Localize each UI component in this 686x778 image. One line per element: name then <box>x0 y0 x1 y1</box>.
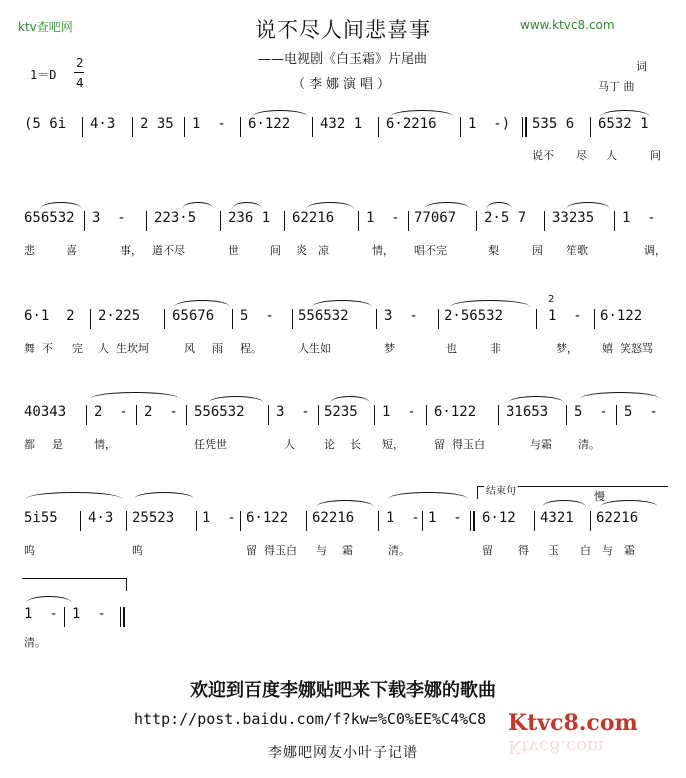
slur <box>330 396 370 403</box>
measure: 656532 <box>24 210 75 226</box>
slur <box>26 596 72 603</box>
measure: 535 6 <box>532 116 575 132</box>
barline <box>378 511 379 531</box>
lyrics-row-5 <box>0 542 686 558</box>
barline <box>318 405 319 425</box>
measure: 4·3 <box>90 116 116 132</box>
barline <box>358 211 359 231</box>
measure: 5 - <box>240 308 274 324</box>
lyric: 梨 <box>488 244 499 257</box>
measure: 62216 <box>596 510 639 526</box>
barline <box>566 405 567 425</box>
measure: 5235 <box>324 404 358 420</box>
barline <box>292 309 293 329</box>
lyric: 喜 <box>66 244 77 257</box>
measure: 556532 <box>298 308 349 324</box>
measure: 40343 <box>24 404 67 420</box>
slur <box>388 492 468 499</box>
slur <box>306 202 354 209</box>
lyric: 间 <box>650 149 661 162</box>
lyric: 长 <box>350 438 361 451</box>
barline <box>438 309 439 329</box>
notation-row-2 <box>0 210 686 232</box>
repeat-barline <box>522 117 527 137</box>
slur <box>26 492 122 499</box>
lyric: 人 <box>284 438 295 451</box>
barline <box>86 405 87 425</box>
slur <box>486 202 512 209</box>
barline <box>374 405 375 425</box>
lyric: 非 <box>490 342 501 355</box>
lyric: 生坎坷 <box>116 342 149 355</box>
lyric: 梦， <box>556 342 578 355</box>
lyric: 清。 <box>24 636 46 649</box>
slur <box>600 500 658 507</box>
barline <box>536 309 537 329</box>
lyrics-row-1 <box>0 147 686 163</box>
lyric: 凉 <box>318 244 329 257</box>
slur <box>182 202 214 209</box>
measure: 2·56532 <box>444 308 504 324</box>
measure: 5i55 <box>24 510 58 526</box>
barline <box>544 211 545 231</box>
barline <box>220 211 221 231</box>
slur <box>580 392 660 399</box>
measure: 1 - <box>366 210 400 226</box>
lyric: 留 <box>246 544 257 557</box>
time-signature-numerator: 2 <box>76 56 84 70</box>
measure: 5 - <box>574 404 608 420</box>
lyric: 嬉 <box>602 342 613 355</box>
measure: 4321 <box>540 510 574 526</box>
measure: 6·122 <box>600 308 643 324</box>
barline <box>196 511 197 531</box>
notation-row-6 <box>0 606 686 628</box>
measure: 2 - <box>144 404 178 420</box>
lyric: 呜 <box>24 544 35 557</box>
lyric: 清。 <box>578 438 600 451</box>
measure: 1 -) <box>468 116 511 132</box>
measure: 25523 <box>132 510 175 526</box>
lyric: 完 <box>72 342 83 355</box>
slur <box>542 500 586 507</box>
lyrics-row-4 <box>0 436 686 452</box>
barline <box>240 511 241 531</box>
barline <box>232 309 233 329</box>
slur <box>424 202 470 209</box>
lyric: 与 <box>316 544 327 557</box>
lyric: 呜 <box>132 544 143 557</box>
measure: 77067 <box>414 210 457 226</box>
lyric: 事， <box>120 244 142 257</box>
volta-mark: 2 <box>548 294 555 305</box>
lyric: 风 <box>184 342 195 355</box>
barline <box>312 117 313 137</box>
site-logo <box>508 710 658 758</box>
lyric: 人生如 <box>298 342 331 355</box>
measure: 2 - <box>94 404 128 420</box>
lyric: 园 <box>532 244 543 257</box>
slur <box>40 202 82 209</box>
slur <box>232 202 262 209</box>
measure: 1 - <box>192 116 226 132</box>
measure: 62216 <box>292 210 335 226</box>
slur <box>312 300 372 307</box>
measure: 6532 1 <box>598 116 649 132</box>
barline <box>240 117 241 137</box>
lyric: 人 <box>98 342 109 355</box>
measure: 6·122 <box>248 116 291 132</box>
measure: 6·12 <box>482 510 516 526</box>
barline <box>126 511 127 531</box>
lyric: 不 <box>42 342 53 355</box>
time-signature-line <box>74 72 84 73</box>
barline <box>186 405 187 425</box>
measure: 2·225 <box>98 308 141 324</box>
measure: 1 - <box>428 510 462 526</box>
barline <box>284 211 285 231</box>
lyric: 与 <box>602 544 613 557</box>
lyric: 都 <box>24 438 35 451</box>
barline <box>376 309 377 329</box>
repeat-barline <box>470 511 475 531</box>
measure: 1 - <box>548 308 582 324</box>
song-title: 说不尽人间悲喜事 <box>255 18 431 42</box>
barline <box>408 211 409 231</box>
lyric: 得玉白 <box>452 438 485 451</box>
lyric: 调， <box>644 244 666 257</box>
measure: 236 1 <box>228 210 271 226</box>
measure: 1 - <box>202 510 236 526</box>
lyric: 情， <box>94 438 116 451</box>
lyric: 雨 <box>212 342 223 355</box>
footer-url[interactable]: http://post.baidu.com/f?kw=%C0%EE%C4%C8 <box>134 710 487 728</box>
lyric: 留 <box>482 544 493 557</box>
measure: 223·5 <box>154 210 197 226</box>
lyricist-credit: 词 <box>636 60 647 73</box>
footer-credit: 李娜吧网友小叶子记谱 <box>268 745 418 761</box>
lyric: 霜 <box>624 544 635 557</box>
ending-label: 结束句 <box>484 482 518 497</box>
lyric: 间 <box>270 244 281 257</box>
second-ending-bracket <box>22 578 127 591</box>
lyrics-row-3 <box>0 340 686 356</box>
lyric: 也 <box>446 342 457 355</box>
slur <box>316 500 374 507</box>
barline <box>82 117 83 137</box>
barline <box>476 211 477 231</box>
lyric: 梦 <box>384 342 395 355</box>
measure: 33235 <box>552 210 595 226</box>
measure: 62216 <box>312 510 355 526</box>
lyric: 霜 <box>342 544 353 557</box>
measure: 6·122 <box>434 404 477 420</box>
barline <box>84 211 85 231</box>
time-signature-denominator: 4 <box>76 76 84 90</box>
lyrics-row-6 <box>0 634 686 650</box>
lyric: 唱不完 <box>414 244 447 257</box>
final-barline <box>120 607 125 627</box>
measure: 1 - <box>382 404 416 420</box>
slur <box>508 396 564 403</box>
song-subtitle: ——电视剧《白玉霜》片尾曲 <box>258 52 428 67</box>
measure: (5 6i <box>24 116 67 132</box>
barline <box>132 117 133 137</box>
lyric: 与霜 <box>530 438 552 451</box>
barline <box>614 211 615 231</box>
barline <box>426 405 427 425</box>
tempo-slow-mark: 慢 <box>594 490 605 503</box>
logo-text: Ktvc8.com <box>508 710 638 736</box>
lyric: 短， <box>382 438 404 451</box>
barline <box>422 511 423 531</box>
barline <box>498 405 499 425</box>
lyric: 得玉白 <box>264 544 297 557</box>
measure: 432 1 <box>320 116 363 132</box>
slur <box>90 392 180 399</box>
measure: 556532 <box>194 404 245 420</box>
barline <box>460 117 461 137</box>
lyric: 程。 <box>240 342 262 355</box>
barline <box>378 117 379 137</box>
barline <box>590 117 591 137</box>
slur <box>174 300 230 307</box>
measure: 6·2216 <box>386 116 437 132</box>
measure: 1 - <box>24 606 58 622</box>
notation-row-4 <box>0 404 686 426</box>
logo-reflection: Ktvc8.com <box>508 736 605 757</box>
measure: 1 - <box>622 210 656 226</box>
measure: 5 - <box>624 404 658 420</box>
barline <box>590 511 591 531</box>
lyric: 清。 <box>388 544 410 557</box>
barline <box>534 511 535 531</box>
measure: 1 - <box>386 510 420 526</box>
barline <box>594 309 595 329</box>
barline <box>90 309 91 329</box>
measure: 2 35 <box>140 116 174 132</box>
measure: 1 - <box>72 606 106 622</box>
key-signature: 1＝D <box>30 68 57 82</box>
measure: 6·1 2 <box>24 308 75 324</box>
slur <box>566 202 610 209</box>
barline <box>616 405 617 425</box>
slur <box>252 110 308 117</box>
lyric: 笑怒骂 <box>620 342 653 355</box>
footer-welcome-text: 欢迎到百度李娜贴吧来下载李娜的歌曲 <box>190 680 496 701</box>
watermark-right: www.ktvc8.com <box>520 18 615 32</box>
lyric: 尽 <box>576 149 587 162</box>
measure: 31653 <box>506 404 549 420</box>
barline <box>64 607 65 627</box>
lyric: 论 <box>324 438 335 451</box>
barline <box>136 405 137 425</box>
lyric: 留 <box>434 438 445 451</box>
measure: 3 - <box>384 308 418 324</box>
measure: 2·5 7 <box>484 210 527 226</box>
barline <box>306 511 307 531</box>
lyric: 炎 <box>296 244 307 257</box>
slur <box>208 396 264 403</box>
notation-row-5 <box>0 510 686 532</box>
slur <box>450 300 530 307</box>
barline <box>184 117 185 137</box>
notation-row-1 <box>0 116 686 138</box>
lyric: 玉 <box>548 544 559 557</box>
barline <box>146 211 147 231</box>
lyric: 笙歌 <box>566 244 588 257</box>
lyric: 舞 <box>24 342 35 355</box>
barline <box>268 405 269 425</box>
measure: 3 - <box>92 210 126 226</box>
barline <box>164 309 165 329</box>
lyric: 情， <box>372 244 394 257</box>
lyric: 任凭世 <box>194 438 227 451</box>
lyric: 人 <box>606 149 617 162</box>
measure: 6·122 <box>246 510 289 526</box>
watermark-left: ktv查吧网 <box>18 20 73 34</box>
measure: 65676 <box>172 308 215 324</box>
lyric: 说不 <box>532 149 554 162</box>
composer-credit: 马丁 曲 <box>598 80 635 93</box>
singer-credit: （李娜演唱） <box>292 77 395 92</box>
measure: 4·3 <box>88 510 114 526</box>
barline <box>80 511 81 531</box>
slur <box>134 492 194 499</box>
lyric: 是 <box>52 438 63 451</box>
notation-row-3 <box>0 308 686 330</box>
lyric: 得 <box>518 544 529 557</box>
slur <box>390 110 454 117</box>
measure: 3 - <box>276 404 310 420</box>
lyric: 道不尽 <box>152 244 185 257</box>
slur <box>600 110 650 117</box>
lyrics-row-2 <box>0 242 686 258</box>
lyric: 白 <box>580 544 591 557</box>
lyric: 悲 <box>24 244 35 257</box>
lyric: 世 <box>228 244 239 257</box>
